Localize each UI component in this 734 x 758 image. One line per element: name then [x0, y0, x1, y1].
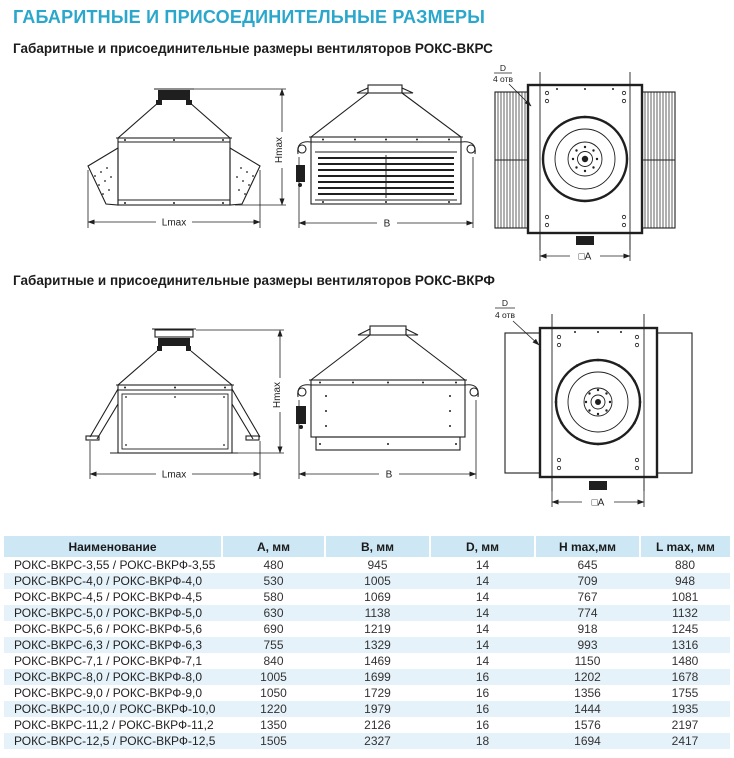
table-cell: 1350 — [260, 718, 287, 732]
table-cell: 530 — [222, 573, 325, 589]
table-cell: 2126 — [364, 718, 391, 732]
section-title-vkrs: Габаритные и присоединительные размеры вентиляторов РОКС-ВКРС — [13, 41, 493, 56]
table-cell: 1729 — [364, 686, 391, 700]
table-cell: 709 — [535, 573, 640, 589]
table-cell: 1005 — [325, 573, 430, 589]
model-name-cell: РОКС-ВКРС-9,0 / РОКС-ВКРФ-9,0 — [14, 686, 203, 700]
table-header-cell: Н max,мм — [535, 536, 640, 557]
vkrs-top-view-drawing — [485, 62, 734, 267]
table-cell: 918 — [577, 622, 598, 636]
table-cell: 690 — [263, 622, 284, 636]
table-cell: 14 — [475, 654, 490, 668]
table-cell: 14 — [475, 590, 490, 604]
table-header-cell: В, мм — [325, 536, 430, 557]
table-header-cell: А, мм — [222, 536, 325, 557]
table-header-cell: Наименование — [4, 536, 222, 557]
table-row — [4, 605, 730, 621]
table-cell: 2197 — [671, 718, 699, 732]
table-row — [4, 557, 730, 573]
table-cell: 2327 — [325, 733, 430, 749]
model-name-cell: РОКС-ВКРС-10,0 / РОКС-ВКРФ-10,0 — [4, 701, 222, 717]
model-name-cell: РОКС-ВКРС-5,6 / РОКС-ВКРФ-5,6 — [14, 622, 203, 636]
table-cell: 16 — [430, 701, 535, 717]
table-cell: 840 — [263, 654, 284, 668]
table-cell: 16 — [475, 718, 490, 732]
table-cell: 1699 — [325, 669, 430, 685]
table-row — [4, 733, 730, 749]
table-cell: 1505 — [222, 733, 325, 749]
dim-label-b: В — [383, 218, 391, 230]
table-cell: 1132 — [640, 605, 730, 621]
table-cell: 480 — [263, 558, 284, 572]
dimensions-table — [4, 536, 730, 749]
dim-label-d: D — [499, 63, 507, 73]
table-cell: 948 — [640, 573, 730, 589]
table-cell: 1694 — [535, 733, 640, 749]
table-cell: 1469 — [364, 654, 391, 668]
dim-label-b: В — [385, 469, 393, 481]
table-cell: 1138 — [325, 605, 430, 621]
table-row — [4, 589, 730, 605]
table-cell: 1050 — [260, 686, 287, 700]
model-name-cell: РОКС-ВКРС-8,0 / РОКС-ВКРФ-8,0 — [4, 669, 222, 685]
vkrf-front-view-drawing — [55, 300, 290, 515]
table-cell: 1081 — [671, 590, 699, 604]
table-cell: 645 — [577, 558, 598, 572]
table-cell: 1979 — [325, 701, 430, 717]
model-name-cell: РОКС-ВКРС-4,0 / РОКС-ВКРФ-4,0 — [4, 573, 222, 589]
table-row — [4, 701, 730, 717]
table-cell: 1329 — [325, 637, 430, 653]
table-cell: 1480 — [671, 654, 699, 668]
table-cell: 1069 — [364, 590, 391, 604]
vkrs-side-view-drawing — [295, 62, 480, 262]
table-cell: 16 — [430, 669, 535, 685]
vkrf-side-view-drawing — [295, 300, 485, 515]
dim-label-lmax: Lmax — [161, 469, 187, 481]
table-cell: 1219 — [364, 622, 391, 636]
table-cell: 1245 — [671, 622, 699, 636]
table-cell: 1356 — [574, 686, 601, 700]
table-row — [4, 621, 730, 637]
dim-label-hmax: Hmax — [272, 381, 283, 409]
table-cell: 18 — [430, 733, 535, 749]
table-cell: 14 — [430, 637, 535, 653]
table-cell: 16 — [475, 686, 490, 700]
table-cell: 1444 — [535, 701, 640, 717]
model-name-cell: РОКС-ВКРС-6,3 / РОКС-ВКРФ-6,3 — [4, 637, 222, 653]
table-cell: 755 — [222, 637, 325, 653]
table-cell: 14 — [475, 558, 490, 572]
model-name-cell: РОКС-ВКРС-12,5 / РОКС-ВКРФ-12,5 — [4, 733, 222, 749]
dim-label-square-a: □A — [591, 497, 605, 509]
page-title: ГАБАРИТНЫЕ И ПРИСОЕДИНИТЕЛЬНЫЕ РАЗМЕРЫ — [13, 7, 486, 27]
vkrs-front-view-drawing — [55, 62, 290, 262]
table-cell: 14 — [430, 573, 535, 589]
dimensions-table-body — [4, 557, 730, 749]
table-cell: 774 — [535, 605, 640, 621]
table-cell: 1316 — [640, 637, 730, 653]
dim-label-d: D — [501, 298, 509, 308]
table-cell: 1755 — [671, 686, 699, 700]
table-cell: 767 — [577, 590, 598, 604]
table-row — [4, 653, 730, 669]
table-cell: 1576 — [574, 718, 601, 732]
model-name-cell: РОКС-ВКРС-11,2 / РОКС-ВКРФ-11,2 — [14, 718, 214, 732]
table-cell: 880 — [674, 558, 696, 572]
table-row — [4, 637, 730, 653]
table-header-cell: L max, мм — [640, 536, 730, 557]
table-cell: 1150 — [574, 654, 601, 668]
dim-label-hmax: Hmax — [274, 136, 285, 164]
table-cell: 993 — [535, 637, 640, 653]
table-header-cell: D, мм — [430, 536, 535, 557]
section-title-vkrf: Габаритные и присоединительные размеры вентиляторов РОКС-ВКРФ — [13, 273, 495, 288]
table-row — [4, 685, 730, 701]
model-name-cell: РОКС-ВКРС-7,1 / РОКС-ВКРФ-7,1 — [14, 654, 203, 668]
model-name-cell: РОКС-ВКРС-5,0 / РОКС-ВКРФ-5,0 — [4, 605, 222, 621]
table-row — [4, 573, 730, 589]
table-cell: 1220 — [222, 701, 325, 717]
dim-label-lmax: Lmax — [161, 217, 187, 229]
table-cell: 1005 — [222, 669, 325, 685]
table-cell: 580 — [263, 590, 284, 604]
table-cell: 2417 — [640, 733, 730, 749]
table-cell: 14 — [430, 605, 535, 621]
table-row — [4, 717, 730, 733]
model-name-cell: РОКС-ВКРС-3,55 / РОКС-ВКРФ-3,55 — [14, 558, 216, 572]
table-cell: 945 — [367, 558, 388, 572]
vkrf-top-view-drawing — [485, 295, 734, 515]
table-cell: 1935 — [640, 701, 730, 717]
table-cell: 630 — [222, 605, 325, 621]
table-cell: 1678 — [640, 669, 730, 685]
dim-label-holes: 4 отв — [492, 74, 514, 84]
table-cell: 14 — [475, 622, 490, 636]
model-name-cell: РОКС-ВКРС-4,5 / РОКС-ВКРФ-4,5 — [14, 590, 203, 604]
dim-label-square-a: □A — [578, 251, 592, 263]
table-cell: 1202 — [535, 669, 640, 685]
table-row — [4, 669, 730, 685]
table-header-row — [4, 536, 730, 557]
dim-label-holes: 4 отв — [494, 310, 516, 320]
